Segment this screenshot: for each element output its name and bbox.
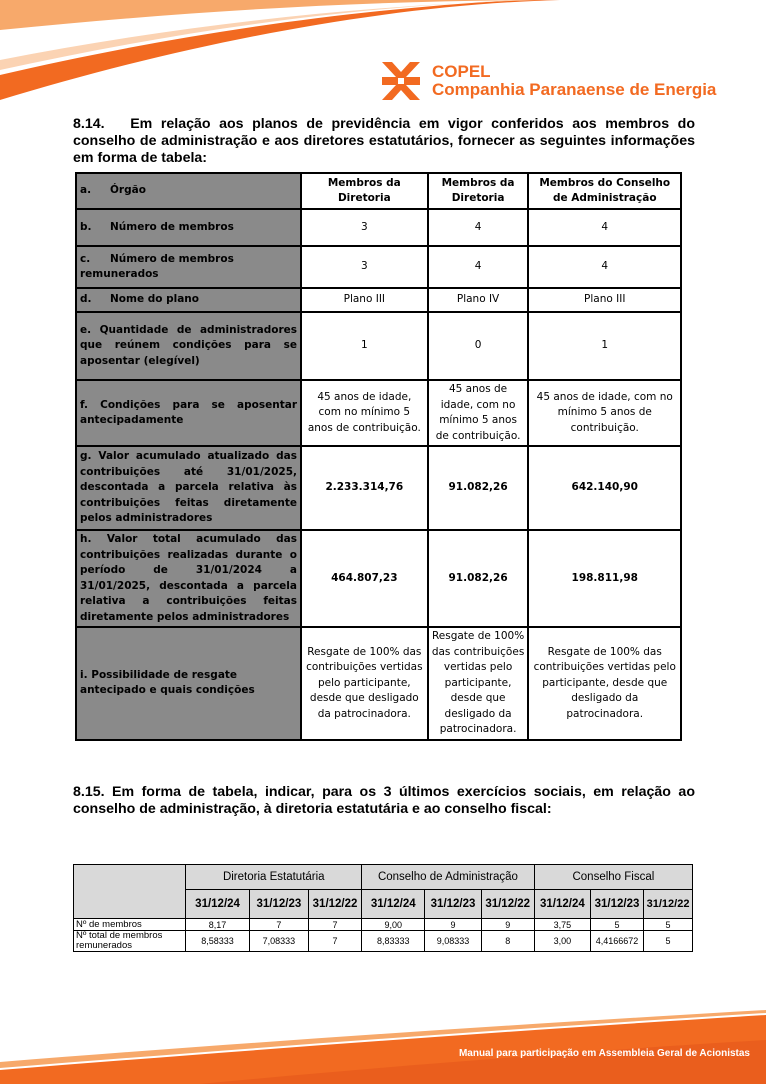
table-cell: Plano III [528, 288, 681, 312]
table-cell: 45 anos de idade, com no mínimo 5 anos de contribuição. [528, 380, 681, 446]
table-row [76, 312, 681, 380]
table-cell: 4 [528, 246, 681, 288]
table-cell: 7 [308, 919, 361, 931]
table-cell: 91.082,26 [428, 530, 529, 627]
board-members-table [73, 864, 693, 952]
year-header: 31/12/22 [308, 890, 361, 919]
table-cell: 91.082,26 [428, 446, 529, 530]
pension-plans-table [75, 172, 682, 741]
table-cell: 4 [428, 246, 529, 288]
table-cell: 4 [528, 209, 681, 246]
table-cell: Membros do Conselho de Administração [528, 173, 681, 209]
table-cell: 4,4166672 [590, 931, 643, 952]
table-cell: Resgate de 100% das contribuições vertidas pelo participante, desde que desligado da patrocinadora. [428, 627, 529, 740]
table-cell: Membros da Diretoria [428, 173, 529, 209]
table-row [74, 919, 693, 931]
table-cell: 3,75 [534, 919, 590, 931]
row-label: h. Valor total acumulado das contribuições realizadas durante o período de 31/01/2024 a 31/01/2025, descontada a parcela relativa a contribuições feitas diretamente pelos administradores [76, 530, 301, 627]
table-cell: 7 [308, 931, 361, 952]
table-cell: 3 [301, 209, 428, 246]
table-cell: 7,08333 [249, 931, 308, 952]
table-cell: Resgate de 100% das contribuições vertidas pelo participante, desde que desligado da patrocinadora. [301, 627, 428, 740]
table-row [76, 530, 681, 627]
row-label: Nº de membros [74, 919, 186, 931]
year-header: 31/12/22 [481, 890, 534, 919]
table-cell: 3 [301, 246, 428, 288]
year-header: 31/12/23 [590, 890, 643, 919]
table-cell: 9 [425, 919, 481, 931]
table-cell: 8,83333 [362, 931, 425, 952]
table-cell: 642.140,90 [528, 446, 681, 530]
footer-swoosh [0, 1010, 766, 1084]
table-cell: Membros da Diretoria [301, 173, 428, 209]
table-cell: 8 [481, 931, 534, 952]
table-cell: 198.811,98 [528, 530, 681, 627]
copel-logo-icon [380, 60, 422, 102]
table-cell: 8,17 [186, 919, 249, 931]
table-cell: 9 [481, 919, 534, 931]
table-cell: 9,08333 [425, 931, 481, 952]
table-cell: Resgate de 100% das contribuições vertidas pelo participante, desde que desligado da patrocinadora. [528, 627, 681, 740]
year-header: 31/12/23 [425, 890, 481, 919]
table-cell: Plano III [301, 288, 428, 312]
table-cell: 5 [644, 931, 693, 952]
table-cell: 1 [301, 312, 428, 380]
table-row [76, 288, 681, 312]
table-cell: 45 anos de idade, com no mínimo 5 anos de contribuição. [301, 380, 428, 446]
row-label: g. Valor acumulado atualizado das contribuições até 31/01/2025, descontada a parcela relativa às contribuições feitas diretamente pelos administradores [76, 446, 301, 530]
group-header: Conselho de Administração [362, 865, 535, 890]
table-row [76, 246, 681, 288]
year-header: 31/12/24 [362, 890, 425, 919]
table-cell: 0 [428, 312, 529, 380]
table-cell: 1 [528, 312, 681, 380]
corner-cell [74, 865, 186, 919]
table-cell: 8,58333 [186, 931, 249, 952]
row-label: b. Número de membros [76, 209, 301, 246]
section-815-heading: 8.15. Em forma de tabela, indicar, para os 3 últimos exercícios sociais, em relação ao conselho de administração, à diretoria estatutária e ao conselho fiscal: [73, 784, 695, 817]
table-cell: 4 [428, 209, 529, 246]
table-row [74, 931, 693, 952]
year-header: 31/12/23 [249, 890, 308, 919]
row-label: c. Número de membros remunerados [76, 246, 301, 288]
year-header: 31/12/24 [186, 890, 249, 919]
brand-name: COPEL [432, 62, 491, 81]
row-label: i. Possibilidade de resgate antecipado e quais condições [76, 627, 301, 740]
table-row [76, 627, 681, 740]
table-cell: 5 [644, 919, 693, 931]
company-logo [380, 60, 716, 102]
table-row [76, 380, 681, 446]
section-814-heading: 8.14. Em relação aos planos de previdência em vigor conferidos aos membros do conselho de administração e aos diretores estatutários, fornecer as seguintes informações em forma de tabela: [73, 116, 695, 166]
table-cell: 3,00 [534, 931, 590, 952]
footer-text: Manual para participação em Assembleia Geral de Acionistas [458, 1048, 750, 1059]
table-row [76, 446, 681, 530]
row-label: d. Nome do plano [76, 288, 301, 312]
row-label: f. Condições para se aposentar antecipadamente [76, 380, 301, 446]
company-name: Companhia Paranaense de Energia [432, 80, 717, 99]
year-header: 31/12/24 [534, 890, 590, 919]
table-cell: 9,00 [362, 919, 425, 931]
table-cell: 2.233.314,76 [301, 446, 428, 530]
table-cell: 45 anos de idade, com no mínimo 5 anos de contribuição. [428, 380, 529, 446]
row-label: Nº total de membros remunerados [74, 931, 186, 952]
table-row [76, 209, 681, 246]
table-cell: 464.807,23 [301, 530, 428, 627]
row-label: e. Quantidade de administradores que reúnem condições para se aposentar (elegível) [76, 312, 301, 380]
row-label: a. Órgão [76, 173, 301, 209]
table-row [74, 865, 693, 890]
table-cell: 5 [590, 919, 643, 931]
table-cell: 7 [249, 919, 308, 931]
table-row [76, 173, 681, 209]
group-header: Diretoria Estatutária [186, 865, 362, 890]
table-cell: Plano IV [428, 288, 529, 312]
year-header: 31/12/22 [644, 890, 693, 919]
group-header: Conselho Fiscal [534, 865, 692, 890]
